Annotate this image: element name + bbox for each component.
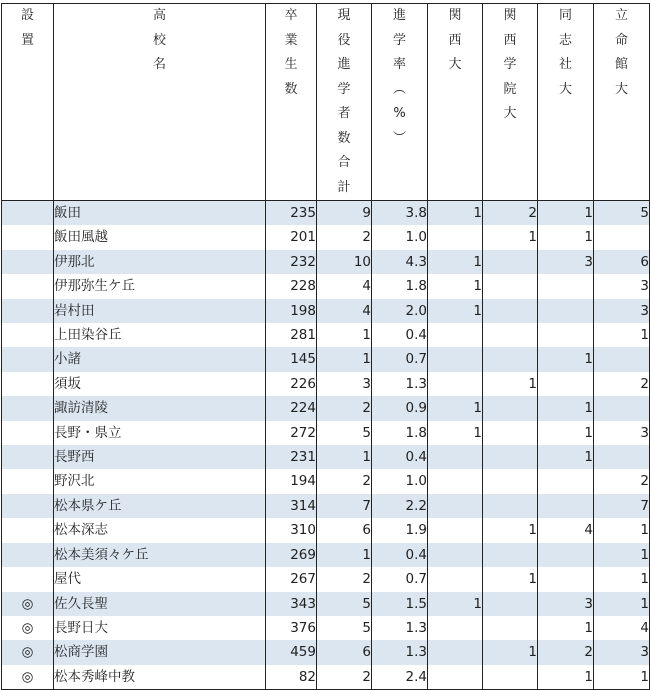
table-row bbox=[2, 421, 650, 445]
cell-current-total: 6 bbox=[317, 518, 372, 542]
cell-graduates: 281 bbox=[266, 323, 317, 347]
cell-doshisha: 1 bbox=[538, 396, 594, 420]
cell-graduates: 272 bbox=[266, 421, 317, 445]
cell-graduates: 201 bbox=[266, 225, 317, 249]
cell-current-total: 1 bbox=[317, 543, 372, 567]
private-school-mark bbox=[2, 372, 54, 396]
cell-kwansei bbox=[483, 299, 538, 323]
table-row bbox=[2, 592, 650, 616]
table-row bbox=[2, 323, 650, 347]
header-char: 数 bbox=[337, 130, 351, 146]
table-body bbox=[2, 201, 650, 690]
column-header-kansai bbox=[428, 4, 483, 201]
cell-rate: 0.7 bbox=[372, 347, 428, 371]
header-char: 関 bbox=[503, 8, 517, 23]
header-char: 生 bbox=[284, 57, 298, 72]
cell-doshisha: 4 bbox=[538, 518, 594, 542]
cell-kansai: 1 bbox=[428, 250, 483, 274]
private-school-mark bbox=[2, 494, 54, 518]
cell-school: 岩村田 bbox=[54, 299, 266, 323]
cell-kwansei bbox=[483, 543, 538, 567]
header-char: 西 bbox=[448, 32, 462, 48]
cell-ritsumeikan: 1 bbox=[594, 323, 650, 347]
cell-school: 松本秀峰中教 bbox=[54, 665, 266, 690]
cell-rate: 4.3 bbox=[372, 250, 428, 274]
cell-ritsumeikan: 2 bbox=[594, 372, 650, 396]
header-char: 大 bbox=[614, 81, 628, 97]
cell-current-total: 10 bbox=[317, 250, 372, 274]
cell-kwansei bbox=[483, 347, 538, 371]
cell-school: 松商学園 bbox=[54, 640, 266, 664]
cell-doshisha: 1 bbox=[538, 421, 594, 445]
cell-kansai bbox=[428, 616, 483, 640]
table-row bbox=[2, 469, 650, 493]
cell-kwansei bbox=[483, 274, 538, 298]
header-char: % bbox=[393, 106, 406, 121]
cell-kansai bbox=[428, 665, 483, 690]
cell-doshisha bbox=[538, 567, 594, 591]
cell-kwansei: 1 bbox=[483, 567, 538, 591]
cell-kansai: 1 bbox=[428, 396, 483, 420]
cell-kwansei bbox=[483, 665, 538, 690]
header-char: 大 bbox=[448, 57, 462, 72]
table-row bbox=[2, 616, 650, 640]
cell-graduates: 269 bbox=[266, 543, 317, 567]
cell-ritsumeikan bbox=[594, 347, 650, 371]
cell-school: 伊那弥生ケ丘 bbox=[54, 274, 266, 298]
table-row bbox=[2, 640, 650, 664]
cell-current-total: 1 bbox=[317, 347, 372, 371]
cell-ritsumeikan: 3 bbox=[594, 274, 650, 298]
private-school-mark bbox=[2, 421, 54, 445]
cell-kansai bbox=[428, 567, 483, 591]
cell-kansai bbox=[428, 469, 483, 493]
cell-kansai: 1 bbox=[428, 421, 483, 445]
header-char: 置 bbox=[20, 32, 34, 48]
cell-school: 長野西 bbox=[54, 445, 266, 469]
header-char: 業 bbox=[284, 32, 298, 48]
cell-doshisha: 1 bbox=[538, 225, 594, 249]
header-char: 学 bbox=[503, 57, 517, 72]
private-school-mark bbox=[2, 543, 54, 567]
header-char: 現 bbox=[337, 8, 351, 23]
cell-kwansei bbox=[483, 616, 538, 640]
cell-current-total: 1 bbox=[317, 445, 372, 469]
table-row bbox=[2, 543, 650, 567]
table-row bbox=[2, 225, 650, 249]
cell-ritsumeikan: 1 bbox=[594, 592, 650, 616]
column-header-ritsumeikan bbox=[594, 4, 650, 201]
table-row bbox=[2, 445, 650, 469]
header-char: 西 bbox=[503, 32, 517, 48]
cell-rate: 1.0 bbox=[372, 469, 428, 493]
header-char: 大 bbox=[558, 81, 572, 97]
column-header-kwansei bbox=[483, 4, 538, 201]
cell-ritsumeikan: 1 bbox=[594, 543, 650, 567]
header-char: 数 bbox=[284, 81, 298, 97]
column-header-setchi bbox=[2, 4, 54, 201]
cell-ritsumeikan: 1 bbox=[594, 518, 650, 542]
cell-school: 松本美須々ケ丘 bbox=[54, 543, 266, 567]
cell-current-total: 2 bbox=[317, 665, 372, 690]
cell-kansai bbox=[428, 323, 483, 347]
cell-doshisha bbox=[538, 299, 594, 323]
private-school-mark: ◎ bbox=[2, 616, 54, 640]
cell-current-total: 5 bbox=[317, 616, 372, 640]
cell-kwansei bbox=[483, 323, 538, 347]
header-char: ︵ bbox=[392, 81, 406, 97]
header-char: 大 bbox=[503, 106, 517, 121]
header-char: 率 bbox=[392, 57, 406, 72]
university-admissions-table bbox=[1, 3, 650, 690]
cell-doshisha bbox=[538, 323, 594, 347]
table-row bbox=[2, 250, 650, 274]
cell-graduates: 376 bbox=[266, 616, 317, 640]
cell-ritsumeikan: 1 bbox=[594, 665, 650, 690]
cell-ritsumeikan bbox=[594, 225, 650, 249]
header-char: 設 bbox=[20, 8, 34, 23]
cell-rate: 0.7 bbox=[372, 567, 428, 591]
cell-graduates: 198 bbox=[266, 299, 317, 323]
cell-kansai bbox=[428, 518, 483, 542]
cell-rate: 2.2 bbox=[372, 494, 428, 518]
header-char: 合 bbox=[337, 155, 351, 170]
table-row bbox=[2, 274, 650, 298]
cell-ritsumeikan: 3 bbox=[594, 299, 650, 323]
cell-kwansei: 1 bbox=[483, 225, 538, 249]
cell-current-total: 5 bbox=[317, 592, 372, 616]
header-char: 社 bbox=[558, 57, 572, 72]
cell-rate: 1.9 bbox=[372, 518, 428, 542]
cell-school: 須坂 bbox=[54, 372, 266, 396]
private-school-mark bbox=[2, 250, 54, 274]
cell-kwansei bbox=[483, 396, 538, 420]
cell-kwansei bbox=[483, 421, 538, 445]
cell-doshisha: 1 bbox=[538, 616, 594, 640]
cell-kwansei: 2 bbox=[483, 201, 538, 226]
cell-kansai bbox=[428, 543, 483, 567]
cell-school: 佐久長聖 bbox=[54, 592, 266, 616]
cell-school: 伊那北 bbox=[54, 250, 266, 274]
cell-kansai: 1 bbox=[428, 274, 483, 298]
cell-ritsumeikan: 3 bbox=[594, 421, 650, 445]
table-row bbox=[2, 665, 650, 690]
header-char: 計 bbox=[337, 179, 351, 195]
cell-school: 野沢北 bbox=[54, 469, 266, 493]
cell-ritsumeikan: 6 bbox=[594, 250, 650, 274]
cell-graduates: 228 bbox=[266, 274, 317, 298]
cell-doshisha: 1 bbox=[538, 347, 594, 371]
cell-rate: 1.0 bbox=[372, 225, 428, 249]
header-char: 立 bbox=[614, 8, 628, 23]
cell-school: 飯田風越 bbox=[54, 225, 266, 249]
cell-rate: 0.9 bbox=[372, 396, 428, 420]
column-header-rate bbox=[372, 4, 428, 201]
cell-graduates: 310 bbox=[266, 518, 317, 542]
cell-rate: 0.4 bbox=[372, 543, 428, 567]
cell-kansai bbox=[428, 494, 483, 518]
header-char: 関 bbox=[448, 8, 462, 23]
cell-current-total: 2 bbox=[317, 567, 372, 591]
private-school-mark: ◎ bbox=[2, 592, 54, 616]
column-header-doshisha bbox=[538, 4, 594, 201]
private-school-mark bbox=[2, 201, 54, 226]
cell-school: 長野・県立 bbox=[54, 421, 266, 445]
cell-ritsumeikan bbox=[594, 396, 650, 420]
header-char: 進 bbox=[392, 8, 406, 23]
cell-doshisha bbox=[538, 274, 594, 298]
cell-kwansei bbox=[483, 250, 538, 274]
cell-kansai: 1 bbox=[428, 201, 483, 226]
cell-kwansei: 1 bbox=[483, 518, 538, 542]
column-header-school bbox=[54, 4, 266, 201]
cell-ritsumeikan: 5 bbox=[594, 201, 650, 226]
cell-current-total: 5 bbox=[317, 421, 372, 445]
cell-graduates: 235 bbox=[266, 201, 317, 226]
cell-school: 飯田 bbox=[54, 201, 266, 226]
cell-current-total: 4 bbox=[317, 299, 372, 323]
header-char: 卒 bbox=[284, 8, 298, 23]
cell-graduates: 232 bbox=[266, 250, 317, 274]
header-char: 命 bbox=[614, 32, 628, 48]
cell-rate: 1.8 bbox=[372, 274, 428, 298]
cell-kwansei: 1 bbox=[483, 640, 538, 664]
header-char: 者 bbox=[337, 106, 351, 121]
cell-graduates: 82 bbox=[266, 665, 317, 690]
cell-rate: 1.3 bbox=[372, 616, 428, 640]
cell-school: 小諸 bbox=[54, 347, 266, 371]
table-row bbox=[2, 567, 650, 591]
cell-doshisha: 3 bbox=[538, 250, 594, 274]
cell-graduates: 194 bbox=[266, 469, 317, 493]
cell-current-total: 4 bbox=[317, 274, 372, 298]
table-row bbox=[2, 494, 650, 518]
cell-school: 松本県ケ丘 bbox=[54, 494, 266, 518]
header-char: 名 bbox=[152, 57, 166, 72]
cell-doshisha: 1 bbox=[538, 445, 594, 469]
cell-school: 屋代 bbox=[54, 567, 266, 591]
header-char: 高 bbox=[152, 8, 166, 23]
cell-kansai bbox=[428, 640, 483, 664]
cell-rate: 1.8 bbox=[372, 421, 428, 445]
cell-graduates: 343 bbox=[266, 592, 317, 616]
cell-current-total: 6 bbox=[317, 640, 372, 664]
private-school-mark bbox=[2, 323, 54, 347]
cell-kwansei bbox=[483, 469, 538, 493]
cell-rate: 1.3 bbox=[372, 372, 428, 396]
header-char: ︶ bbox=[392, 130, 406, 146]
cell-rate: 0.4 bbox=[372, 323, 428, 347]
cell-graduates: 314 bbox=[266, 494, 317, 518]
cell-ritsumeikan: 4 bbox=[594, 616, 650, 640]
cell-rate: 2.4 bbox=[372, 665, 428, 690]
table-row bbox=[2, 347, 650, 371]
cell-current-total: 2 bbox=[317, 225, 372, 249]
private-school-mark bbox=[2, 445, 54, 469]
cell-rate: 1.3 bbox=[372, 640, 428, 664]
table-row bbox=[2, 299, 650, 323]
header-char: 役 bbox=[337, 32, 351, 48]
cell-rate: 0.4 bbox=[372, 445, 428, 469]
cell-current-total: 9 bbox=[317, 201, 372, 226]
cell-ritsumeikan: 7 bbox=[594, 494, 650, 518]
cell-current-total: 1 bbox=[317, 323, 372, 347]
cell-school: 長野日大 bbox=[54, 616, 266, 640]
table-row bbox=[2, 518, 650, 542]
cell-graduates: 226 bbox=[266, 372, 317, 396]
cell-doshisha bbox=[538, 372, 594, 396]
table-row bbox=[2, 201, 650, 226]
cell-graduates: 267 bbox=[266, 567, 317, 591]
cell-ritsumeikan: 3 bbox=[594, 640, 650, 664]
cell-kansai: 1 bbox=[428, 592, 483, 616]
cell-current-total: 2 bbox=[317, 469, 372, 493]
cell-doshisha bbox=[538, 469, 594, 493]
private-school-mark bbox=[2, 347, 54, 371]
cell-school: 諏訪清陵 bbox=[54, 396, 266, 420]
cell-kwansei bbox=[483, 592, 538, 616]
table-row bbox=[2, 372, 650, 396]
cell-current-total: 2 bbox=[317, 396, 372, 420]
cell-kwansei bbox=[483, 445, 538, 469]
private-school-mark bbox=[2, 396, 54, 420]
private-school-mark bbox=[2, 225, 54, 249]
cell-kansai bbox=[428, 347, 483, 371]
cell-school: 上田染谷丘 bbox=[54, 323, 266, 347]
table-header bbox=[2, 4, 650, 201]
cell-kansai bbox=[428, 445, 483, 469]
private-school-mark bbox=[2, 469, 54, 493]
cell-school: 松本深志 bbox=[54, 518, 266, 542]
table-row bbox=[2, 396, 650, 420]
header-char: 学 bbox=[392, 32, 406, 48]
cell-kwansei: 1 bbox=[483, 372, 538, 396]
header-char: 志 bbox=[558, 32, 572, 48]
cell-doshisha: 1 bbox=[538, 665, 594, 690]
cell-rate: 1.5 bbox=[372, 592, 428, 616]
cell-doshisha bbox=[538, 543, 594, 567]
cell-graduates: 145 bbox=[266, 347, 317, 371]
cell-graduates: 459 bbox=[266, 640, 317, 664]
header-char: 館 bbox=[614, 57, 628, 72]
header-char: 校 bbox=[152, 32, 166, 48]
cell-doshisha: 3 bbox=[538, 592, 594, 616]
header-char: 進 bbox=[337, 57, 351, 72]
header-char: 院 bbox=[503, 81, 517, 97]
cell-current-total: 3 bbox=[317, 372, 372, 396]
private-school-mark bbox=[2, 518, 54, 542]
private-school-mark bbox=[2, 567, 54, 591]
cell-current-total: 7 bbox=[317, 494, 372, 518]
cell-doshisha bbox=[538, 494, 594, 518]
private-school-mark bbox=[2, 299, 54, 323]
private-school-mark: ◎ bbox=[2, 665, 54, 690]
cell-doshisha: 1 bbox=[538, 201, 594, 226]
cell-ritsumeikan: 1 bbox=[594, 567, 650, 591]
cell-kansai bbox=[428, 372, 483, 396]
cell-doshisha: 2 bbox=[538, 640, 594, 664]
private-school-mark: ◎ bbox=[2, 640, 54, 664]
private-school-mark bbox=[2, 274, 54, 298]
cell-ritsumeikan: 2 bbox=[594, 469, 650, 493]
cell-kansai: 1 bbox=[428, 299, 483, 323]
cell-kwansei bbox=[483, 494, 538, 518]
cell-kansai bbox=[428, 225, 483, 249]
header-char: 学 bbox=[337, 81, 351, 97]
cell-graduates: 224 bbox=[266, 396, 317, 420]
header-char: 同 bbox=[558, 8, 572, 23]
cell-rate: 3.8 bbox=[372, 201, 428, 226]
cell-rate: 2.0 bbox=[372, 299, 428, 323]
cell-ritsumeikan bbox=[594, 445, 650, 469]
cell-graduates: 231 bbox=[266, 445, 317, 469]
column-header-graduates bbox=[266, 4, 317, 201]
column-header-current_total bbox=[317, 4, 372, 201]
